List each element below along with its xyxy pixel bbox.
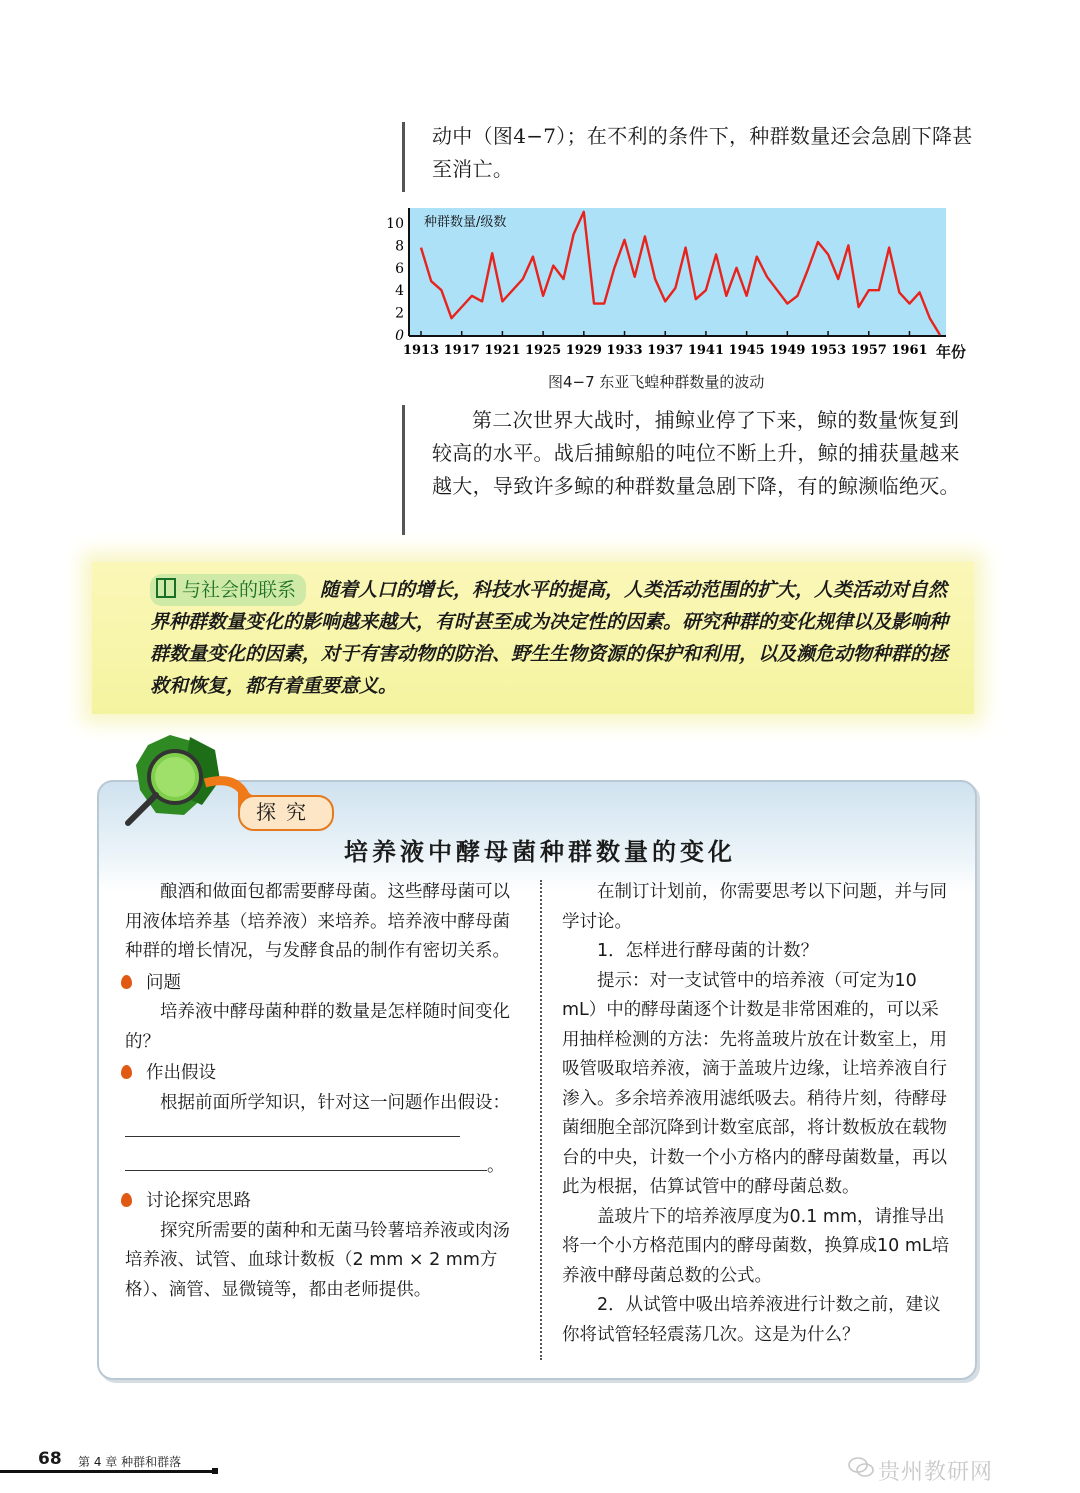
chart-xtick-label: 1961 xyxy=(891,343,928,358)
intro-paragraph: 酿酒和做面包都需要酵母菌。这些酵母菌可以用液体培养基（培养液）来培养。培养液中酵母菌种群的增长情况，与发酵食品的制作有密切关系。 xyxy=(125,882,510,961)
chart-ytick-label: 8 xyxy=(395,238,404,255)
formula-paragraph: 盖玻片下的培养液厚度为0.1 mm，请推导出将一个小方格范围内的酵母菌数，换算成10 mL培养液中酵母菌总数的公式。 xyxy=(562,1206,950,1286)
chart-xtick-label: 1941 xyxy=(687,343,725,358)
chart-caption: 图4−7 东亚飞蝗种群数量的波动 xyxy=(548,373,765,391)
chart-xtick-label: 1957 xyxy=(850,343,887,358)
footer-rule xyxy=(0,1470,215,1473)
hypothesis-heading xyxy=(121,1059,517,1089)
chart-ylabel: 种群数量/级数 xyxy=(424,215,507,230)
explore-badge: 探究 xyxy=(238,795,334,831)
chart-xtick-label: 1925 xyxy=(525,343,562,358)
top-paragraph: 动中（图4−7）；在不利的条件下，种群数量还会急剧下降甚至消亡。 xyxy=(432,124,973,181)
question-paragraph: 培养液中酵母菌种群的数量是怎样随时间变化的？ xyxy=(125,1002,510,1052)
whale-paragraph-text: 第二次世界大战时，捕鲸业停了下来，鲸的数量恢复到较高的水平。战后捕鲸船的吨位不断上升，鲸的捕获量越来越大，导致许多鲸的种群数量急剧下降，有的鲸濒临绝灭。 xyxy=(432,408,960,498)
hypothesis-blank-row xyxy=(125,1152,517,1182)
discuss-heading-label: 讨论探究思路 xyxy=(146,1191,251,1211)
hypothesis-blank-1[interactable] xyxy=(125,1118,460,1137)
chart-ytick-label: 6 xyxy=(395,260,404,277)
society-text-block xyxy=(150,574,960,702)
book-icon xyxy=(156,578,176,598)
chart-xtick-label: 1913 xyxy=(402,343,440,358)
chart-ytick-label: 0 xyxy=(395,328,404,344)
whale-paragraph xyxy=(432,404,977,503)
drop-icon xyxy=(121,1065,132,1079)
plan-paragraph: 在制订计划前，你需要思考以下问题，并与同学讨论。 xyxy=(562,882,947,932)
discuss-paragraph: 探究所需要的菌种和无菌马铃薯培养液或肉汤培养液、试管、血球计数板（2 mm × 2 mm方格）、滴管、显微镜等，都由老师提供。 xyxy=(125,1220,510,1300)
hypothesis-text: 根据前面所学知识，针对这一问题作出假设： xyxy=(160,1092,510,1113)
chapter-label: 第 4 章 种群和群落 xyxy=(78,1455,182,1469)
chart-xtick-label: 1929 xyxy=(565,343,602,358)
hypothesis-period: 。 xyxy=(487,1155,505,1176)
explore-left-column xyxy=(125,878,517,1305)
question-2: 2．从试管中吸出培养液进行计数之前，建议你将试管轻轻震荡几次。这是为什么？ xyxy=(562,1295,941,1345)
chart-xtick-label: 1917 xyxy=(443,343,480,358)
drop-icon xyxy=(121,1193,132,1207)
chart-xtick-label: 1933 xyxy=(606,343,643,358)
chart-xtick-label: 1921 xyxy=(484,343,521,358)
question-1: 1．怎样进行酵母菌的计数？ xyxy=(597,941,819,961)
hypothesis-paragraph xyxy=(125,1089,517,1148)
society-connection-box xyxy=(92,562,974,714)
hypothesis-blank-2[interactable] xyxy=(125,1152,487,1171)
chart-ytick-label: 2 xyxy=(395,305,404,322)
margin-bar-top xyxy=(402,122,405,192)
chart-xtick-label: 1937 xyxy=(647,343,684,358)
question-heading-label: 问题 xyxy=(146,972,181,993)
chart-ytick-label: 10 xyxy=(386,216,404,232)
locust-population-chart xyxy=(380,200,980,365)
explore-right-column xyxy=(562,878,950,1350)
discuss-heading xyxy=(121,1187,517,1217)
hint-paragraph: 提示：对一支试管中的培养液（可定为10 mL）中的酵母菌逐个计数是非常困难的，可以采用抽样检测的方法：先将盖玻片放在计数室上，用吸管吸取培养液，滴于盖玻片边缘，让培养液自行渗入。多余培养液用滤纸吸去。稍待片刻，待酵母菌细胞全部沉降到计数室底部，将计数板放在载物台的中央，计数一个小方格内的酵母菌数量，再以此为根据，估算试管中的酵母菌总数。 xyxy=(562,970,947,1197)
chart-ytick-label: 4 xyxy=(395,283,404,300)
page-number: 68 xyxy=(38,1449,62,1469)
column-divider xyxy=(540,880,542,1360)
society-tag-label: 与社会的联系 xyxy=(182,579,297,601)
question-heading xyxy=(121,969,517,999)
chart-xtick-label: 1949 xyxy=(769,343,806,358)
hypothesis-heading-label: 作出假设 xyxy=(146,1063,216,1083)
watermark-text: 贵州教研网 xyxy=(878,1460,994,1485)
chart-xtick-label: 1945 xyxy=(728,343,765,358)
margin-bar-bottom xyxy=(402,405,405,535)
chart-xtick-label: 1953 xyxy=(809,343,847,358)
chart-xlabel: 年份 xyxy=(936,343,967,361)
society-body: 随着人口的增长，科技水平的提高，人类活动范围的扩大，人类活动对自然界种群数量变化的影响越来越大，有时甚至成为决定性的因素。研究种群的变化规律以及影响种群数量变化的因素，对于有害动物的防治、野生生物资源的保护和利用，以及濒危动物种群的拯救和恢复，都有着重要意义。 xyxy=(150,579,949,697)
society-tag xyxy=(150,574,306,606)
drop-icon xyxy=(121,975,132,989)
explore-title: 培养液中酵母菌种群数量的变化 xyxy=(344,838,736,866)
wechat-icon xyxy=(848,1456,874,1478)
